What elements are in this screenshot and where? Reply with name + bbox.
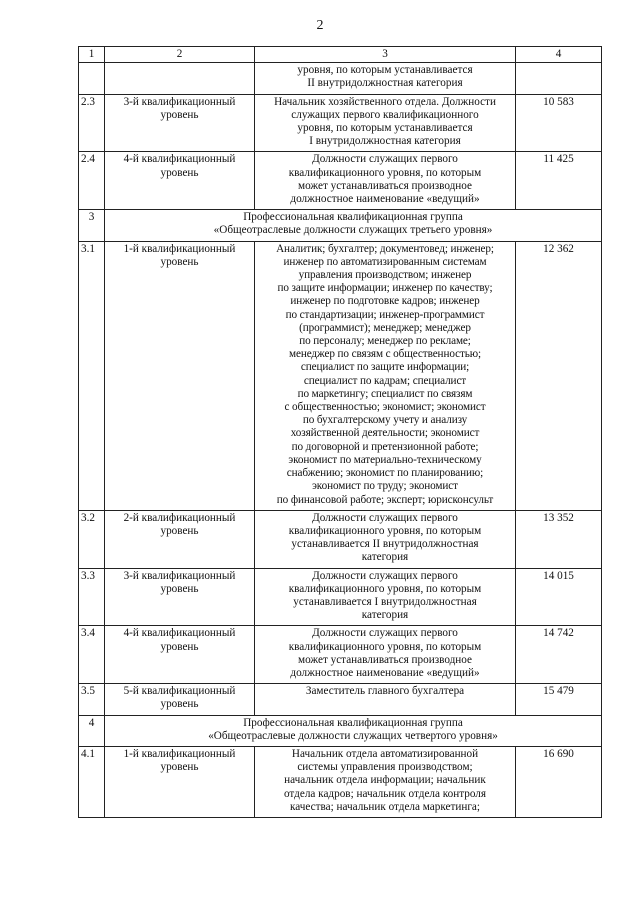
salary-amount: 14 015 xyxy=(516,568,602,626)
position-description xyxy=(255,746,516,817)
row-number: 4 xyxy=(79,715,105,746)
position-description xyxy=(255,626,516,684)
salary-amount: 14 742 xyxy=(516,626,602,684)
row-number: 3 xyxy=(79,210,105,241)
qualification-level: 4-й квалификационный уровень xyxy=(105,152,255,210)
position-description xyxy=(255,510,516,568)
description-line: квалификационного уровня, по которым xyxy=(288,166,482,179)
salary-amount: 12 362 xyxy=(516,241,602,510)
group-row xyxy=(79,715,602,746)
description-line: по маркетингу; специалист по связям xyxy=(297,387,473,400)
description-line: экономист по материально-техническому xyxy=(288,453,482,466)
description-line: с общественностью; экономист; экономист xyxy=(284,401,486,414)
salary-amount: 15 479 xyxy=(516,684,602,715)
description-line: квалификационного уровня, по которым xyxy=(288,640,482,653)
qualification-level: 5-й квалификационный уровень xyxy=(105,684,255,715)
description-line: хозяйственной деятельности; экономист xyxy=(290,427,480,440)
position-description xyxy=(255,568,516,626)
description-line: Должности служащих первого xyxy=(312,511,458,524)
page-number: 2 xyxy=(316,18,324,33)
group-title xyxy=(105,210,602,241)
description-line: по договорной и претензионной работе; xyxy=(291,440,479,453)
qualification-level: 4-й квалификационный уровень xyxy=(105,626,255,684)
description-line: может устанавливаться производное xyxy=(298,653,472,666)
salary-amount: 13 352 xyxy=(516,510,602,568)
salary-amount xyxy=(516,63,602,94)
description-line: специалист по кадрам; специалист xyxy=(303,374,467,387)
qualification-level: 3-й квалификационный уровень xyxy=(105,568,255,626)
description-line: квалификационного уровня, по которым xyxy=(288,524,482,537)
description-line: отдела кадров; начальник отдела контроля xyxy=(283,787,486,800)
row-number: 3.1 xyxy=(79,241,105,510)
position-description xyxy=(255,684,516,715)
header-cell: 3 xyxy=(255,47,516,63)
description-line: по стандартизации; инженер-программист xyxy=(285,308,485,321)
description-line: Должности служащих первого xyxy=(312,153,458,166)
description-line: специалист по защите информации; xyxy=(300,361,470,374)
description-line: качества; начальник отдела маркетинга; xyxy=(289,800,480,813)
description-line: системы управления производством; xyxy=(297,761,473,774)
description-line: должностное наименование «ведущий» xyxy=(290,193,480,206)
row-number: 2.3 xyxy=(79,94,105,152)
row-number xyxy=(79,63,105,94)
table-row xyxy=(79,684,602,715)
description-line: Начальник отдела автоматизированной xyxy=(291,747,479,760)
table-row xyxy=(79,152,602,210)
table-row xyxy=(79,241,602,510)
description-line: по финансовой работе; эксперт; юрисконсульт xyxy=(276,493,494,506)
row-number: 2.4 xyxy=(79,152,105,210)
position-description xyxy=(255,152,516,210)
description-line: устанавливается I внутридолжностная xyxy=(293,595,477,608)
row-number: 3.3 xyxy=(79,568,105,626)
row-number: 3.2 xyxy=(79,510,105,568)
salary-table xyxy=(78,46,602,818)
group-title-line: «Общеотраслевые должности служащих четвертого уровня» xyxy=(208,729,498,742)
description-line: должностное наименование «ведущий» xyxy=(290,666,480,679)
description-line: категория xyxy=(361,551,409,564)
group-title xyxy=(105,715,602,746)
description-line: может устанавливаться производное xyxy=(298,179,472,192)
header-cell: 2 xyxy=(105,47,255,63)
description-line: инженер по автоматизированным системам xyxy=(283,255,487,268)
description-line: II внутридолжностная категория xyxy=(307,77,463,90)
description-line: менеджер по связям с общественностью; xyxy=(288,348,482,361)
position-description xyxy=(255,63,516,94)
header-cell: 4 xyxy=(516,47,602,63)
table-row xyxy=(79,510,602,568)
table-row xyxy=(79,94,602,152)
description-line: по бухгалтерскому учету и анализу xyxy=(302,414,468,427)
description-line: Аналитик; бухгалтер; документовед; инженер; xyxy=(276,242,494,255)
group-row xyxy=(79,210,602,241)
description-line: уровня, по которым устанавливается xyxy=(297,64,473,77)
description-line: начальник отдела информации; начальник xyxy=(284,774,486,787)
description-line: уровня, по которым устанавливается xyxy=(297,122,473,135)
qualification-level: 1-й квалификационный уровень xyxy=(105,746,255,817)
description-line: инженер по подготовке кадров; инженер xyxy=(290,295,480,308)
table-row xyxy=(79,746,602,817)
description-line: Заместитель главного бухгалтера xyxy=(305,685,465,698)
description-line: Начальник хозяйственного отдела. Должности xyxy=(274,95,496,108)
header-cell: 1 xyxy=(79,47,105,63)
group-title-line: Профессиональная квалификационная группа xyxy=(243,716,463,729)
description-line: по защите информации; инженер по качеству; xyxy=(277,282,493,295)
description-line: I внутридолжностная категория xyxy=(309,135,461,148)
qualification-level: 2-й квалификационный уровень xyxy=(105,510,255,568)
description-line: Должности служащих первого xyxy=(312,627,458,640)
description-line: экономист по труду; экономист xyxy=(312,480,458,493)
description-line: снабжению; экономист по планированию; xyxy=(286,467,484,480)
description-line: служащих первого квалификационного xyxy=(291,108,479,121)
description-line: управления производством; инженер xyxy=(298,269,472,282)
table-row xyxy=(79,63,602,94)
qualification-level: 3-й квалификационный уровень xyxy=(105,94,255,152)
salary-amount: 10 583 xyxy=(516,94,602,152)
position-description xyxy=(255,94,516,152)
group-title-line: «Общеотраслевые должности служащих третьего уровня» xyxy=(213,224,493,237)
qualification-level xyxy=(105,63,255,94)
qualification-level: 1-й квалификационный уровень xyxy=(105,241,255,510)
salary-amount: 16 690 xyxy=(516,746,602,817)
description-line: устанавливается II внутридолжностная xyxy=(291,538,479,551)
table-row xyxy=(79,626,602,684)
description-line: Должности служащих первого xyxy=(312,569,458,582)
description-line: по персоналу; менеджер по рекламе; xyxy=(299,335,471,348)
table-header-row xyxy=(79,47,602,63)
row-number: 3.5 xyxy=(79,684,105,715)
salary-amount: 11 425 xyxy=(516,152,602,210)
description-line: (программист); менеджер; менеджер xyxy=(299,321,471,334)
table-row xyxy=(79,568,602,626)
position-description xyxy=(255,241,516,510)
description-line: квалификационного уровня, по которым xyxy=(288,582,482,595)
row-number: 4.1 xyxy=(79,746,105,817)
description-line: категория xyxy=(361,609,409,622)
group-title-line: Профессиональная квалификационная группа xyxy=(243,211,463,224)
row-number: 3.4 xyxy=(79,626,105,684)
